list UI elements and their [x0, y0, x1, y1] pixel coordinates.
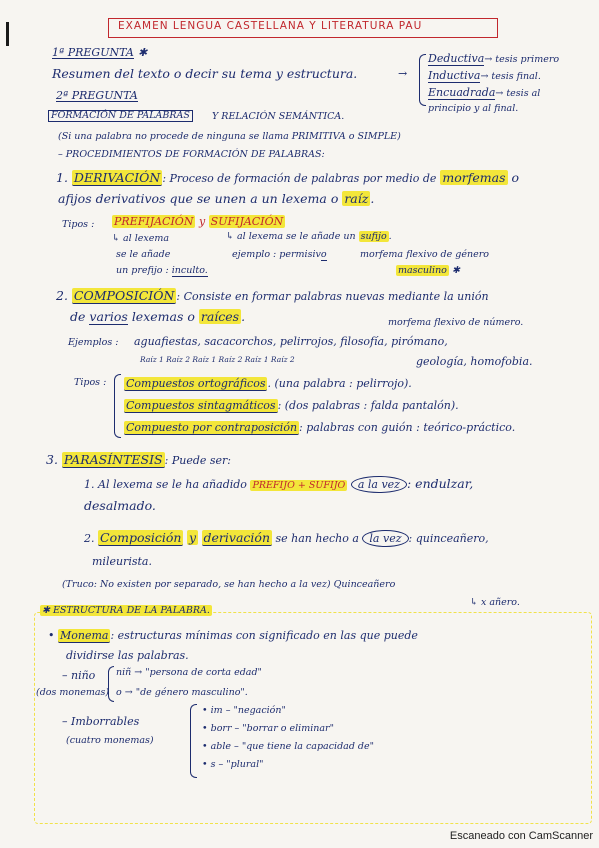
star-icon: ✱ — [138, 46, 148, 59]
p2-heading: 2ª PREGUNTA — [56, 89, 138, 102]
comp-brace — [114, 374, 121, 438]
brace — [419, 54, 426, 106]
margin-mark — [6, 22, 9, 46]
p1-heading: 1ª PREGUNTA — [52, 46, 134, 59]
suf-morf-2: masculino ✱ — [398, 265, 460, 276]
comp-tipos: Tipos : — [74, 377, 107, 388]
p1-item-2: Encuadrada→ tesis al — [428, 86, 541, 99]
scanner-watermark: Escaneado con CamScanner — [449, 830, 593, 842]
estr-impor: – Imborrables — [62, 715, 140, 728]
comp-raiz-notes: Raíz 1 Raíz 2 Raíz 1 Raíz 2 Raíz 1 Raíz 2 — [140, 355, 295, 364]
paras-item-1: 1. Al lexema se le ha añadido PREFIJO + SUFIJO a la vez : endulzar, — [84, 476, 474, 491]
paras-item-2: 2. Composición y derivación se han hecho a la vez : quinceañero, — [84, 530, 489, 545]
deriv-row-1: 1. DERIVACIÓN : Proceso de formación de palabras por medio de morfemas o — [56, 170, 520, 185]
page-title: EXAMEN LENGUA CASTELLANA Y LITERATURA PAU — [118, 20, 423, 32]
estr-nino-b: o → "de género masculino". — [116, 687, 248, 698]
pref-c: un prefijo : inculto. — [116, 265, 208, 276]
arrow-icon: → — [398, 67, 408, 80]
suf-a: ↳ al lexema se le añade un sufijo . — [226, 231, 392, 242]
pref-b: se le añade — [116, 249, 171, 260]
p1-item-1: Inductiva→ tesis final. — [428, 69, 541, 82]
comp-examples-2: geología, homofobia. — [416, 355, 533, 368]
p1-text: Resumen del texto o decir su tema y estructura. — [52, 66, 358, 81]
estr-m-0: • im – "negación" — [202, 705, 286, 716]
p1-item-3: principio y al final. — [428, 103, 519, 114]
comp-type-1: Compuestos ortográficos . (una palabra : pelirrojo). — [126, 377, 412, 390]
paras-item-1-cont: desalmado. — [84, 498, 156, 513]
p2-rest: Y RELACIÓN SEMÁNTICA. — [212, 111, 345, 122]
estr-cuatro: (cuatro monemas) — [66, 735, 154, 746]
p2-boxed: FORMACIÓN DE PALABRAS — [48, 110, 193, 122]
deriv-tipos: Tipos : — [62, 219, 95, 230]
paras-item-2-cont: mileurista. — [92, 555, 152, 568]
p1-item-0: Deductiva→ tesis primero — [428, 52, 560, 65]
estr-m-1: • borr – "borrar o eliminar" — [202, 723, 334, 734]
estr-heading: ✱ ESTRUCTURA DE LA PALABRA. — [42, 605, 210, 616]
comp-examples: aguafiestas, sacacorchos, pelirrojos, filosofía, pirómano, — [134, 335, 448, 348]
paras-row: 3. PARASÍNTESIS : Puede ser: — [46, 452, 231, 467]
comp-row-2: de varios lexemas o raíces . — [70, 309, 246, 324]
comp-type-3: Compuesto por contraposición : palabras con guión : teórico-práctico. — [126, 421, 516, 434]
comp-ej-label: Ejemplos : — [68, 337, 119, 348]
estr-monema-2: dividirse las palabras. — [66, 649, 189, 662]
paras-trick-2: ↳ x añero. — [470, 597, 520, 608]
paras-trick: (Truco: No existen por separado, se han hecho a la vez) Quinceañero — [62, 579, 396, 590]
estr-m-3: • s – "plural" — [202, 759, 264, 770]
estr-dos: (dos monemas) — [36, 687, 110, 698]
estr-nino-a: niñ → "persona de corta edad" — [116, 667, 262, 678]
impor-brace — [190, 704, 197, 778]
comp-row-1: 2. COMPOSICIÓN : Consiste en formar palabras nuevas mediante la unión — [56, 288, 489, 303]
estr-m-2: • able – "que tiene la capacidad de" — [202, 741, 374, 752]
deriv-prefix: PREFIJACIÓN y SUFIJACIÓN — [114, 215, 284, 228]
deriv-row-2: afijos derivativos que se unen a un lexema o raíz . — [58, 191, 375, 206]
p2-procedures: – PROCEDIMIENTOS DE FORMACIÓN DE PALABRAS: — [58, 149, 325, 160]
comp-type-2: Compuestos sintagmáticos : (dos palabras : falda pantalón). — [126, 399, 459, 412]
estr-monema: • Monema : estructuras mínimas con significado en las que puede — [48, 629, 418, 642]
p2-note: (Si una palabra no procede de ninguna se llama PRIMITIVA o SIMPLE) — [58, 131, 401, 142]
pref-a: ↳ al lexema — [112, 233, 170, 244]
estr-nino: – niño — [62, 669, 96, 682]
suf-morf-1: morfema flexivo de género — [360, 249, 489, 260]
comp-morf-note: morfema flexivo de número. — [388, 317, 524, 328]
suf-ex: ejemplo : permisivo — [232, 249, 327, 260]
